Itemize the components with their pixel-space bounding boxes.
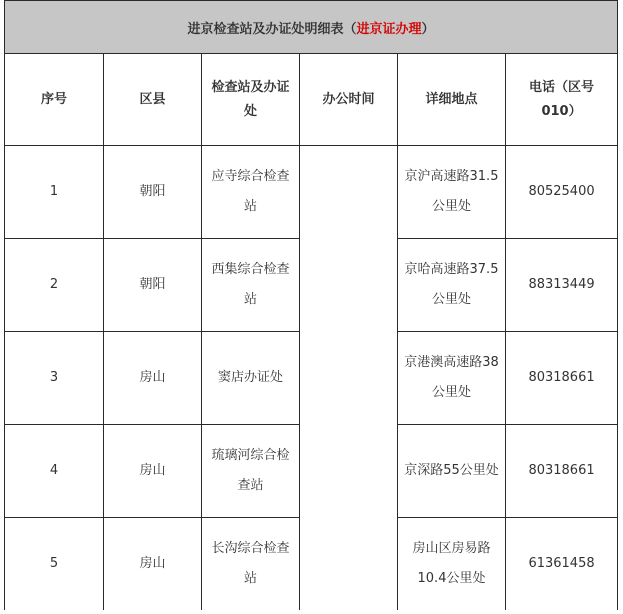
row-station: 应寺综合检查站 [202, 146, 300, 239]
row-district: 房山 [104, 332, 202, 425]
header-address: 详细地点 [398, 54, 506, 146]
row-address: 京沪高速路31.5公里处 [398, 146, 506, 239]
row-station: 西集综合检查站 [202, 239, 300, 332]
table-title [5, 1, 618, 54]
row-address: 京港澳高速路38公里处 [398, 332, 506, 425]
row-address: 京哈高速路37.5公里处 [398, 239, 506, 332]
row-station: 窦店办证处 [202, 332, 300, 425]
table-row [5, 146, 618, 239]
row-station: 长沟综合检查站 [202, 518, 300, 611]
title-row [5, 1, 618, 54]
row-address: 京深路55公里处 [398, 425, 506, 518]
header-row [5, 54, 618, 146]
row-index: 1 [5, 146, 104, 239]
title-end: ） [421, 21, 435, 37]
row-phone: 80318661 [506, 425, 618, 518]
row-district: 朝阳 [104, 239, 202, 332]
row-address: 房山区房易路10.4公里处 [398, 518, 506, 611]
row-phone: 80525400 [506, 146, 618, 239]
row-district: 房山 [104, 425, 202, 518]
checkpoint-table [4, 0, 618, 610]
header-district: 区县 [104, 54, 202, 146]
row-index: 4 [5, 425, 104, 518]
row-district: 房山 [104, 518, 202, 611]
row-index: 3 [5, 332, 104, 425]
header-phone: 电话（区号010） [506, 54, 618, 146]
row-phone: 88313449 [506, 239, 618, 332]
row-index: 2 [5, 239, 104, 332]
row-station: 琉璃河综合检查站 [202, 425, 300, 518]
header-index: 序号 [5, 54, 104, 146]
header-station: 检查站及办证处 [202, 54, 300, 146]
row-phone: 61361458 [506, 518, 618, 611]
permit-link[interactable]: 进京证办理 [356, 21, 422, 37]
row-district: 朝阳 [104, 146, 202, 239]
title-text: 进京检查站及办证处明细表（ [187, 21, 357, 37]
row-phone: 80318661 [506, 332, 618, 425]
row-index: 5 [5, 518, 104, 611]
header-hours: 办公时间 [300, 54, 398, 146]
office-hours-cell [300, 146, 398, 611]
